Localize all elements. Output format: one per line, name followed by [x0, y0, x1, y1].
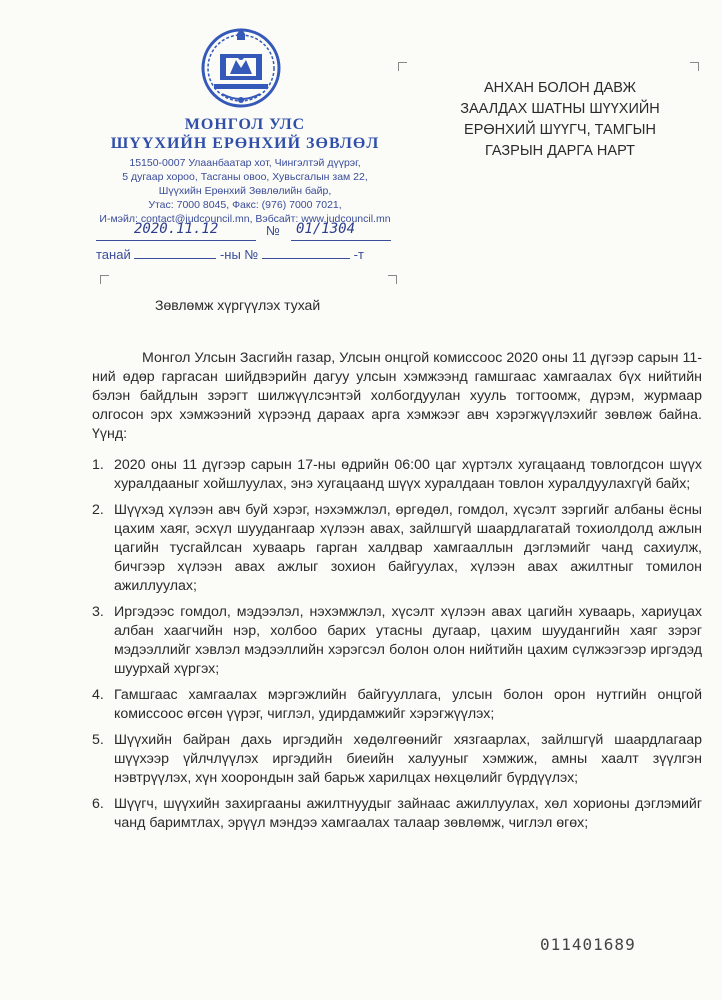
reply-suffix: -т — [353, 247, 364, 262]
list-item-text: Шүүхийн байран дахь иргэдийн хөдөлгөөнийг хязгаарлах, зайлшгүй шаардлагаар шүүхээр үйлчлүүлэх иргэдийн биеийн халууныг хэмжиж, амны хаалт зүүлгэн нэвтрүүлэх, хүн хоорондын зай барьж харилцах нөхцөлийг бүрдүүлэх; — [114, 732, 702, 786]
list-item — [92, 603, 702, 679]
list-item-text: 2020 оны 11 дүгээр сарын 17-ны өдрийн 06:00 цаг хүртэлх хугацаанд товлогдсон шүүх хуралдааныг хойшлуулах, энэ хугацаанд шүүх хуралдаан товлон хуралдуулахгүй байх; — [114, 457, 702, 492]
letter-subject: Зөвлөмж хүргүүлэх тухай — [155, 297, 321, 313]
reply-reference-line — [96, 247, 396, 262]
letterhead-address — [90, 156, 400, 226]
corner-mark — [100, 275, 109, 284]
number-label: № — [266, 223, 280, 238]
address-line: Шүүхийн Ерөнхий Зөвлөлийн байр, — [158, 185, 332, 197]
list-item-number: 2. — [92, 502, 104, 518]
list-item-number: 5. — [92, 732, 104, 748]
recipient-line: ЕРӨНХИЙ ШҮҮГЧ, ТАМГЫН — [464, 122, 656, 138]
address-line: И-мэйл: contact@judcouncil.mn, Вэбсайт: www.judcouncil.mn — [99, 213, 391, 225]
list-item — [92, 795, 702, 833]
list-item-number: 6. — [92, 796, 104, 812]
list-item-text: Гамшгаас хамгаалах мэргэжлийн байгууллага, улсын болон орон нутгийн онцгой комиссоос өгсөн үүрэг, чиглэл, удирдамжийг хэрэгжүүлэх; — [114, 687, 702, 722]
list-item — [92, 731, 702, 788]
address-line: Утас: 7000 8045, Факс: (976) 7000 7021, — [148, 199, 342, 211]
recipient-line: ГАЗРЫН ДАРГА НАРТ — [485, 143, 635, 159]
reply-mid: -ны № — [219, 247, 259, 262]
reference-line — [96, 223, 396, 245]
intro-paragraph: Монгол Улсын Засгийн газар, Улсын онцгой комиссоос 2020 оны 11 дүгээр сарын 11-ний өдөр гаргасан шийдвэрийн дагуу улсын хэмжээнд гамшгаас хамгаалах бүх нийтийн бэлэн байдлын зэрэгт шилжүүлсэнтэй холбогдуулан хууль тогтоомж, дүрэм, журмаар олгосон эрх хэмжээний хүрээнд дараах арга хэмжээг авч хэрэгжүүлэхийг зөвлөж байна. Үүнд: — [92, 350, 702, 442]
list-item — [92, 456, 702, 494]
list-item — [92, 686, 702, 724]
list-item-number: 3. — [92, 604, 104, 620]
corner-mark — [388, 275, 397, 284]
recipient-line: АНХАН БОЛОН ДАВЖ — [484, 80, 636, 96]
address-line: 15150-0007 Улаанбаатар хот, Чингэлтэй дүүрэг, — [129, 157, 361, 169]
list-item-text: Шүүгч, шүүхийн захиргааны ажилтнуудыг зайнаас ажиллуулах, хөл хорионы дэглэмийг чанд баримтлах, эрүүл мэндээ хамгаалах талаар зөвлөмж, чиглэл өгөх; — [114, 796, 702, 831]
letter-number: 01/1304 — [296, 221, 356, 237]
recipient-line: ЗААЛДАХ ШАТНЫ ШҮҮХИЙН — [460, 101, 660, 117]
list-item — [92, 501, 702, 596]
corner-mark — [690, 62, 699, 71]
corner-mark — [398, 62, 407, 71]
org-name-council: ШҮҮХИЙН ЕРӨНХИЙ ЗӨВЛӨЛ — [110, 135, 380, 152]
mongolia-state-emblem-icon — [196, 22, 286, 112]
serial-number: 011401689 — [540, 935, 636, 954]
list-item-number: 4. — [92, 687, 104, 703]
letter-date: 2020.11.12 — [134, 221, 219, 237]
list-item-text: Шүүхэд хүлээн авч буй хэрэг, нэхэмжлэл, өргөдөл, гомдол, хүсэлт зэргийг албаны ёсны цахим хаяг, эсхүл шуудангаар хүлээн авах, зайлшгүй шаардлагатай тохиолдолд ажлын цагийн тусгайлсан хуваарь гарган халдвар хамгааллын дэглэмийг чанд сахиулж, бичгээр хүлээн авах ажлыг зохион байгуулах, хүлээн авах ажилтныг томилон ажиллуулах; — [114, 502, 702, 594]
list-item-number: 1. — [92, 457, 104, 473]
letter-body — [92, 349, 702, 840]
reply-prefix: танай — [96, 247, 131, 262]
address-line: 5 дугаар хороо, Тасганы овоо, Хувьсгалын зам 22, — [122, 171, 368, 183]
measures-list — [92, 456, 702, 833]
org-name-country: МОНГОЛ УЛС — [184, 116, 306, 133]
recipient-block — [410, 78, 710, 162]
list-item-text: Иргэдээс гомдол, мэдээлэл, нэхэмжлэл, хүсэлт хүлээн авах цагийн хуваарь, хариуцах албан хаагчийн нэр, холбоо барих утасны дугаар, цахим шуудангийн хаяг зэрэг мэдээллийг хэвлэл мэдээллийн хэрэгсэл болон олон нийтийн цахим сүлжээгээр иргэдэд шуурхай хүргэх; — [114, 604, 702, 677]
